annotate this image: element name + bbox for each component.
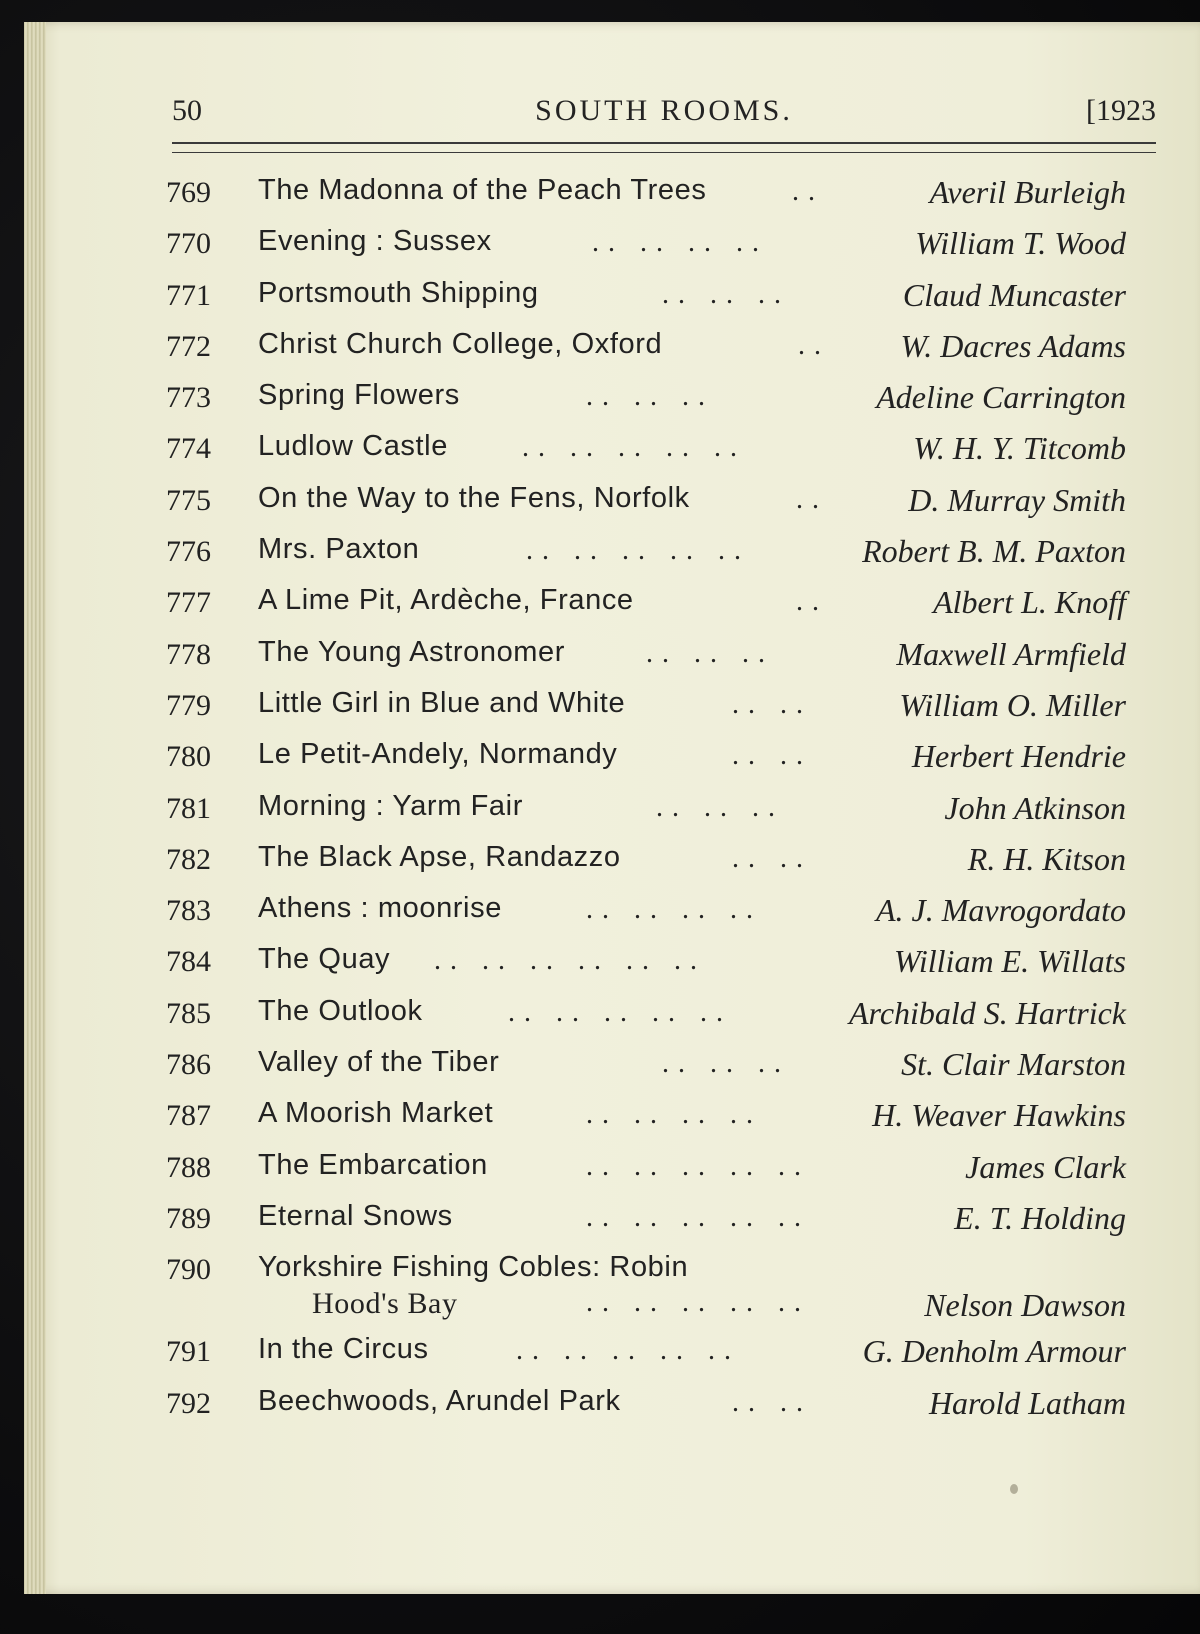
leader-dots: .. ..	[732, 688, 812, 720]
catalogue-entry	[166, 888, 1156, 939]
catalogue-entry	[166, 939, 1156, 990]
entry-artist: James Clark	[965, 1148, 1126, 1185]
entry-title: Little Girl in Blue and White	[258, 686, 626, 719]
page-title: SOUTH ROOMS.	[535, 94, 793, 127]
leader-dots: .. ..	[732, 740, 812, 772]
leader-dots: .. .. ..	[646, 637, 774, 669]
leader-dots: ..	[792, 176, 824, 207]
entry-artist: Maxwell Armfield	[896, 635, 1126, 672]
entry-number: 789	[166, 1201, 211, 1235]
entry-artist: John Atkinson	[944, 789, 1126, 826]
catalogue-entries	[166, 170, 1156, 1432]
header-double-rule	[172, 142, 1156, 153]
entry-title: Le Petit-Andely, Normandy	[258, 738, 618, 771]
entry-number: 783	[166, 894, 211, 928]
catalogue-entry	[166, 529, 1156, 580]
entry-title: Yorkshire Fishing Cobles: Robin	[258, 1251, 689, 1284]
entry-artist: W. Dacres Adams	[900, 327, 1126, 364]
leader-dots: .. .. .. .. ..	[586, 1150, 810, 1182]
entry-artist: Harold Latham	[928, 1384, 1126, 1421]
entry-number: 785	[166, 996, 211, 1030]
entry-artist: Averil Burleigh	[929, 174, 1126, 210]
entry-artist: Nelson Dawson	[924, 1287, 1126, 1324]
entry-number: 776	[166, 535, 211, 569]
leader-dots: .. .. .. .. ..	[586, 1201, 810, 1233]
entry-title: Valley of the Tiber	[258, 1046, 500, 1079]
entry-number: 784	[166, 945, 211, 979]
entry-number: 772	[166, 329, 211, 363]
entry-artist: Claud Muncaster	[902, 276, 1126, 313]
entry-artist: Archibald S. Hartrick	[849, 994, 1126, 1031]
entry-title: Portsmouth Shipping	[258, 276, 539, 309]
entry-title: Mrs. Paxton	[258, 533, 420, 566]
entry-number: 775	[166, 483, 211, 517]
entry-title: Eternal Snows	[258, 1199, 453, 1232]
entry-artist: Albert L. Knoff	[933, 584, 1126, 621]
leader-dots: .. .. .. ..	[592, 227, 768, 259]
leader-dots: .. .. ..	[662, 1048, 790, 1080]
entry-title: A Lime Pit, Ardèche, France	[258, 584, 634, 617]
entry-number: 777	[166, 586, 211, 620]
entry-number: 791	[166, 1335, 211, 1369]
catalogue-entry	[166, 1093, 1156, 1144]
catalogue-entry	[166, 786, 1156, 837]
leader-dots: .. .. .. ..	[586, 894, 762, 926]
entry-number: 770	[166, 227, 211, 261]
entry-artist: G. Denholm Armour	[862, 1333, 1126, 1370]
catalogue-entry	[166, 478, 1156, 529]
leader-dots: .. .. ..	[656, 791, 784, 823]
entry-artist: W. H. Y. Titcomb	[913, 430, 1126, 467]
entry-title: Spring Flowers	[258, 379, 460, 412]
catalogue-entry	[166, 1145, 1156, 1196]
catalogue-entry	[166, 1196, 1156, 1247]
entry-title: The Madonna of the Peach Trees	[258, 174, 707, 206]
entry-number: 786	[166, 1048, 211, 1082]
entry-artist: H. Weaver Hawkins	[872, 1097, 1126, 1134]
catalogue-entry	[166, 375, 1156, 426]
entry-artist: St. Clair Marston	[901, 1046, 1126, 1083]
leader-dots: .. .. .. .. .. ..	[434, 945, 706, 977]
entry-number: 787	[166, 1099, 211, 1133]
leader-dots: ..	[798, 329, 830, 361]
leader-dots: ..	[796, 586, 828, 618]
leader-dots: .. .. .. .. ..	[526, 535, 750, 567]
year-marker: [1923	[1086, 94, 1156, 127]
entry-number: 773	[166, 381, 211, 415]
leader-dots: .. .. .. ..	[586, 1099, 762, 1131]
entry-title: Christ Church College, Oxford	[258, 327, 663, 360]
entry-artist: Adeline Carrington	[876, 379, 1126, 416]
catalogue-entry	[166, 991, 1156, 1042]
entry-artist: E. T. Holding	[954, 1199, 1126, 1236]
entry-number: 774	[166, 432, 211, 466]
entry-title: Beechwoods, Arundel Park	[258, 1384, 621, 1417]
entry-number: 788	[166, 1150, 211, 1184]
catalogue-entry	[166, 734, 1156, 785]
entry-title: On the Way to the Fens, Norfolk	[258, 481, 690, 514]
entry-number: 779	[166, 688, 211, 722]
catalogue-entry	[166, 1247, 1156, 1329]
catalogue-entry	[166, 1381, 1156, 1432]
catalogue-entry	[166, 426, 1156, 477]
entry-artist: Robert B. M. Paxton	[862, 533, 1126, 570]
entry-title: The Quay	[258, 943, 391, 976]
entry-artist: R. H. Kitson	[967, 840, 1126, 877]
catalogue-entry	[166, 580, 1156, 631]
entry-number: 778	[166, 637, 211, 671]
leader-dots: ..	[796, 483, 828, 515]
catalogue-entry	[166, 170, 1156, 221]
leader-dots: .. .. ..	[586, 381, 714, 413]
entry-number: 782	[166, 842, 211, 876]
entry-title: The Black Apse, Randazzo	[258, 840, 621, 873]
entry-title: A Moorish Market	[258, 1097, 494, 1130]
entry-artist: Herbert Hendrie	[911, 738, 1126, 775]
entry-title: Ludlow Castle	[258, 430, 448, 463]
entry-title: The Embarcation	[258, 1148, 488, 1181]
catalogue-entry	[166, 1329, 1156, 1380]
leader-dots: .. .. .. .. ..	[586, 1287, 810, 1319]
entry-artist: William T. Wood	[915, 225, 1126, 262]
paper-stain	[1010, 1484, 1018, 1494]
leader-dots: .. .. .. .. ..	[516, 1335, 740, 1367]
catalogue-entry	[166, 1042, 1156, 1093]
catalogue-entry	[166, 683, 1156, 734]
entry-artist: William O. Miller	[899, 686, 1126, 723]
catalogue-entry	[166, 837, 1156, 888]
entry-title: Evening : Sussex	[258, 225, 492, 258]
catalogue-entry	[166, 221, 1156, 272]
entry-title-continuation: Hood's Bay	[312, 1287, 458, 1321]
leader-dots: .. ..	[732, 1386, 812, 1418]
leader-dots: .. .. .. .. ..	[522, 432, 746, 464]
entry-artist: D. Murray Smith	[908, 481, 1126, 518]
entry-number: 792	[166, 1386, 211, 1420]
entry-number: 769	[166, 176, 211, 209]
entry-artist: A. J. Mavrogordato	[875, 892, 1126, 929]
entry-title: The Outlook	[258, 994, 423, 1027]
entry-artist: William E. Willats	[893, 943, 1126, 980]
catalogue-entry	[166, 324, 1156, 375]
catalogue-entry	[166, 273, 1156, 324]
leader-dots: .. .. .. .. ..	[508, 996, 732, 1028]
catalogue-entry	[166, 632, 1156, 683]
page-header	[172, 94, 1156, 134]
page-edge	[24, 22, 46, 1594]
entry-title: Athens : moonrise	[258, 892, 502, 925]
leader-dots: .. ..	[732, 842, 812, 874]
entry-number: 780	[166, 740, 211, 774]
page-number: 50	[172, 94, 202, 127]
entry-number: 781	[166, 791, 211, 825]
entry-title: In the Circus	[258, 1333, 429, 1366]
leader-dots: .. .. ..	[662, 278, 790, 310]
entry-number: 771	[166, 278, 211, 312]
entry-title: The Young Astronomer	[258, 635, 566, 668]
entry-title: Morning : Yarm Fair	[258, 789, 523, 822]
entry-number: 790	[166, 1253, 211, 1287]
